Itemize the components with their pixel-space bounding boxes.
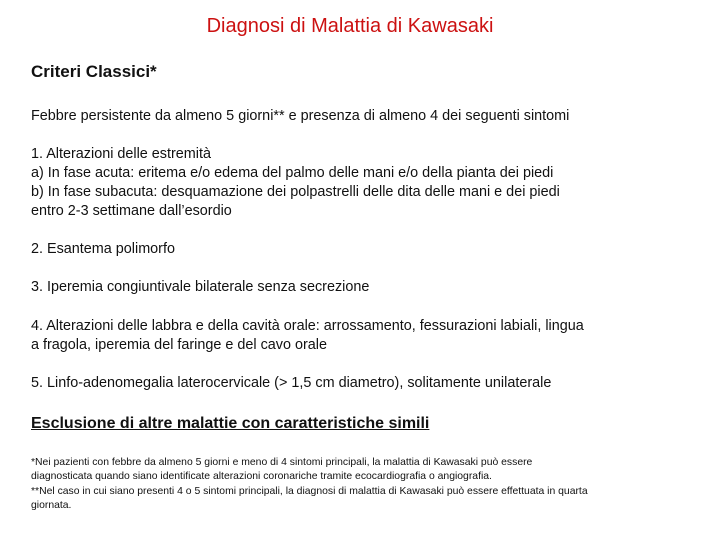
exclusion-heading: Esclusione di altre malattie con caratteristiche simili (31, 415, 430, 432)
criterion-4-line-2: a fragola, iperemia del faringe e del cavo orale (31, 337, 327, 353)
criterion-1-line-b: b) In fase subacuta: desquamazione dei polpastrelli delle dita delle mani e dei piedi (31, 184, 560, 200)
criterion-3: 3. Iperemia congiuntivale bilaterale senza secrezione (31, 279, 370, 295)
footnote-line-3: **Nel caso in cui siano presenti 4 o 5 sintomi principali, la diagnosi di malattia di Kawasaki può essere effettuata in quarta (31, 486, 588, 497)
criterion-1-line-c: entro 2-3 settimane dall’esordio (31, 203, 232, 219)
page-title: Diagnosi di Malattia di Kawasaki (206, 15, 494, 37)
criterion-4-line-1: 4. Alterazioni delle labbra e della cavità orale: arrossamento, fessurazioni labiali, lingua (31, 318, 584, 334)
criteria-heading: Criteri Classici* (31, 62, 157, 81)
footnote-line-1: *Nei pazienti con febbre da almeno 5 giorni e meno di 4 sintomi principali, la malattia di Kawasaki può essere (31, 457, 533, 468)
intro-text: Febbre persistente da almeno 5 giorni** e presenza di almeno 4 dei seguenti sintomi (31, 108, 570, 124)
criterion-2: 2. Esantema polimorfo (31, 241, 175, 257)
criterion-1-line-a: a) In fase acuta: eritema e/o edema del palmo delle mani e/o della pianta dei piedi (31, 165, 554, 181)
footnote-line-2: diagnosticata quando siano identificate alterazioni coronariche tramite ecocardiografia o angiografia. (31, 471, 492, 482)
footnote-line-4: giornata. (31, 500, 72, 511)
criterion-5: 5. Linfo-adenomegalia laterocervicale (> 1,5 cm diametro), solitamente unilaterale (31, 375, 552, 391)
criterion-1-title: 1. Alterazioni delle estremità (31, 146, 211, 162)
